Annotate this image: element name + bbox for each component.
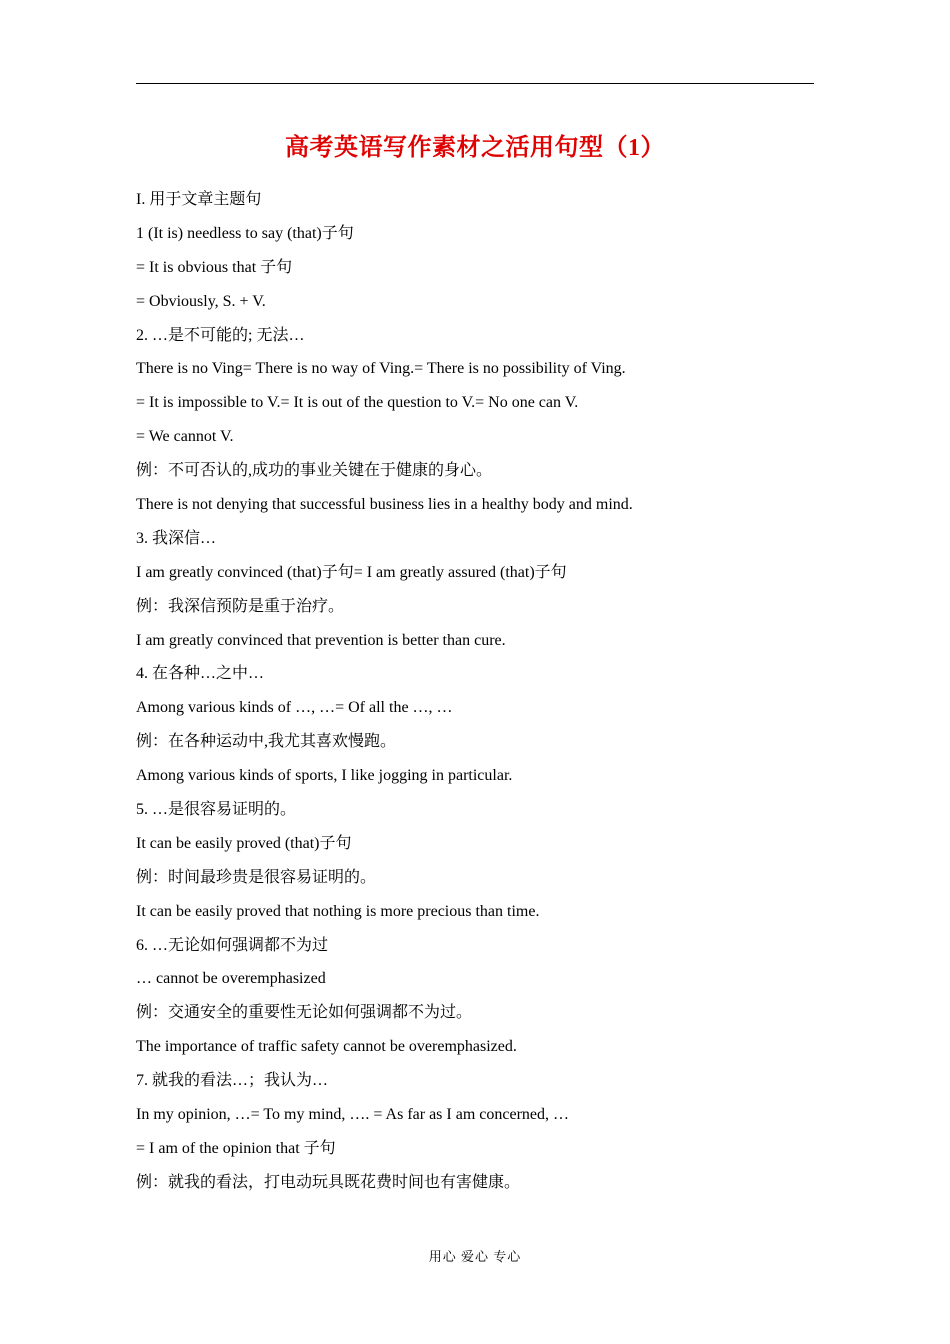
body-line: 2. …是不可能的; 无法… — [136, 326, 305, 344]
body-line: Among various kinds of …, …= Of all the …, … — [136, 699, 453, 717]
body-line: 例：不可否认的,成功的事业关键在于健康的身心。 — [136, 462, 493, 480]
body-line: = We cannot V. — [136, 428, 234, 446]
body-line: In my opinion, …= To my mind, …. = As far as I am concerned, … — [136, 1106, 570, 1124]
page-title: 高考英语写作素材之活用句型（1） — [285, 135, 665, 161]
body-line: = Obviously, S. + V. — [136, 292, 266, 310]
body-line: It can be easily proved (that)子句 — [136, 834, 352, 852]
body-line: Among various kinds of sports, I like jogging in particular. — [136, 767, 513, 785]
body-line: … cannot be overemphasized — [136, 970, 326, 988]
body-line: 例：时间最珍贵是很容易证明的。 — [136, 868, 377, 886]
body-line: 例：我深信预防是重于治疗。 — [136, 597, 345, 615]
body-line: There is not denying that successful business lies in a healthy body and mind. — [136, 496, 633, 514]
body-line: = It is impossible to V.= It is out of the question to V.= No one can V. — [136, 394, 579, 412]
page-footer: 用心 爱心 专心 — [428, 1249, 522, 1264]
body-line: It can be easily proved that nothing is more precious than time. — [136, 902, 540, 920]
body-line: I am greatly convinced that prevention is better than cure. — [136, 631, 506, 649]
body-line: I am greatly convinced (that)子句= I am greatly assured (that)子句 — [136, 563, 567, 581]
body-line: The importance of traffic safety cannot be overemphasized. — [136, 1038, 517, 1056]
document-body — [136, 186, 816, 1203]
body-line: 6. …无论如何强调都不为过 — [136, 936, 329, 954]
body-line: 例：就我的看法，打电动玩具既花费时间也有害健康。 — [136, 1173, 521, 1191]
body-line: 例：交通安全的重要性无论如何强调都不为过。 — [136, 1004, 473, 1022]
header-rule — [136, 83, 814, 84]
body-line: There is no Ving= There is no way of Ving.= There is no possibility of Ving. — [136, 360, 626, 378]
body-line: = I am of the opinion that 子句 — [136, 1139, 336, 1157]
body-line: 3. 我深信… — [136, 529, 217, 547]
body-line: I. 用于文章主题句 — [136, 191, 262, 208]
body-line: 5. …是很容易证明的。 — [136, 801, 297, 819]
body-line: 7. 就我的看法…；我认为… — [136, 1072, 329, 1090]
body-line: 4. 在各种…之中… — [136, 665, 265, 683]
body-line: = It is obvious that 子句 — [136, 258, 293, 276]
body-line: 1 (It is) needless to say (that)子句 — [136, 224, 354, 242]
body-line: 例：在各种运动中,我尤其喜欢慢跑。 — [136, 733, 397, 751]
